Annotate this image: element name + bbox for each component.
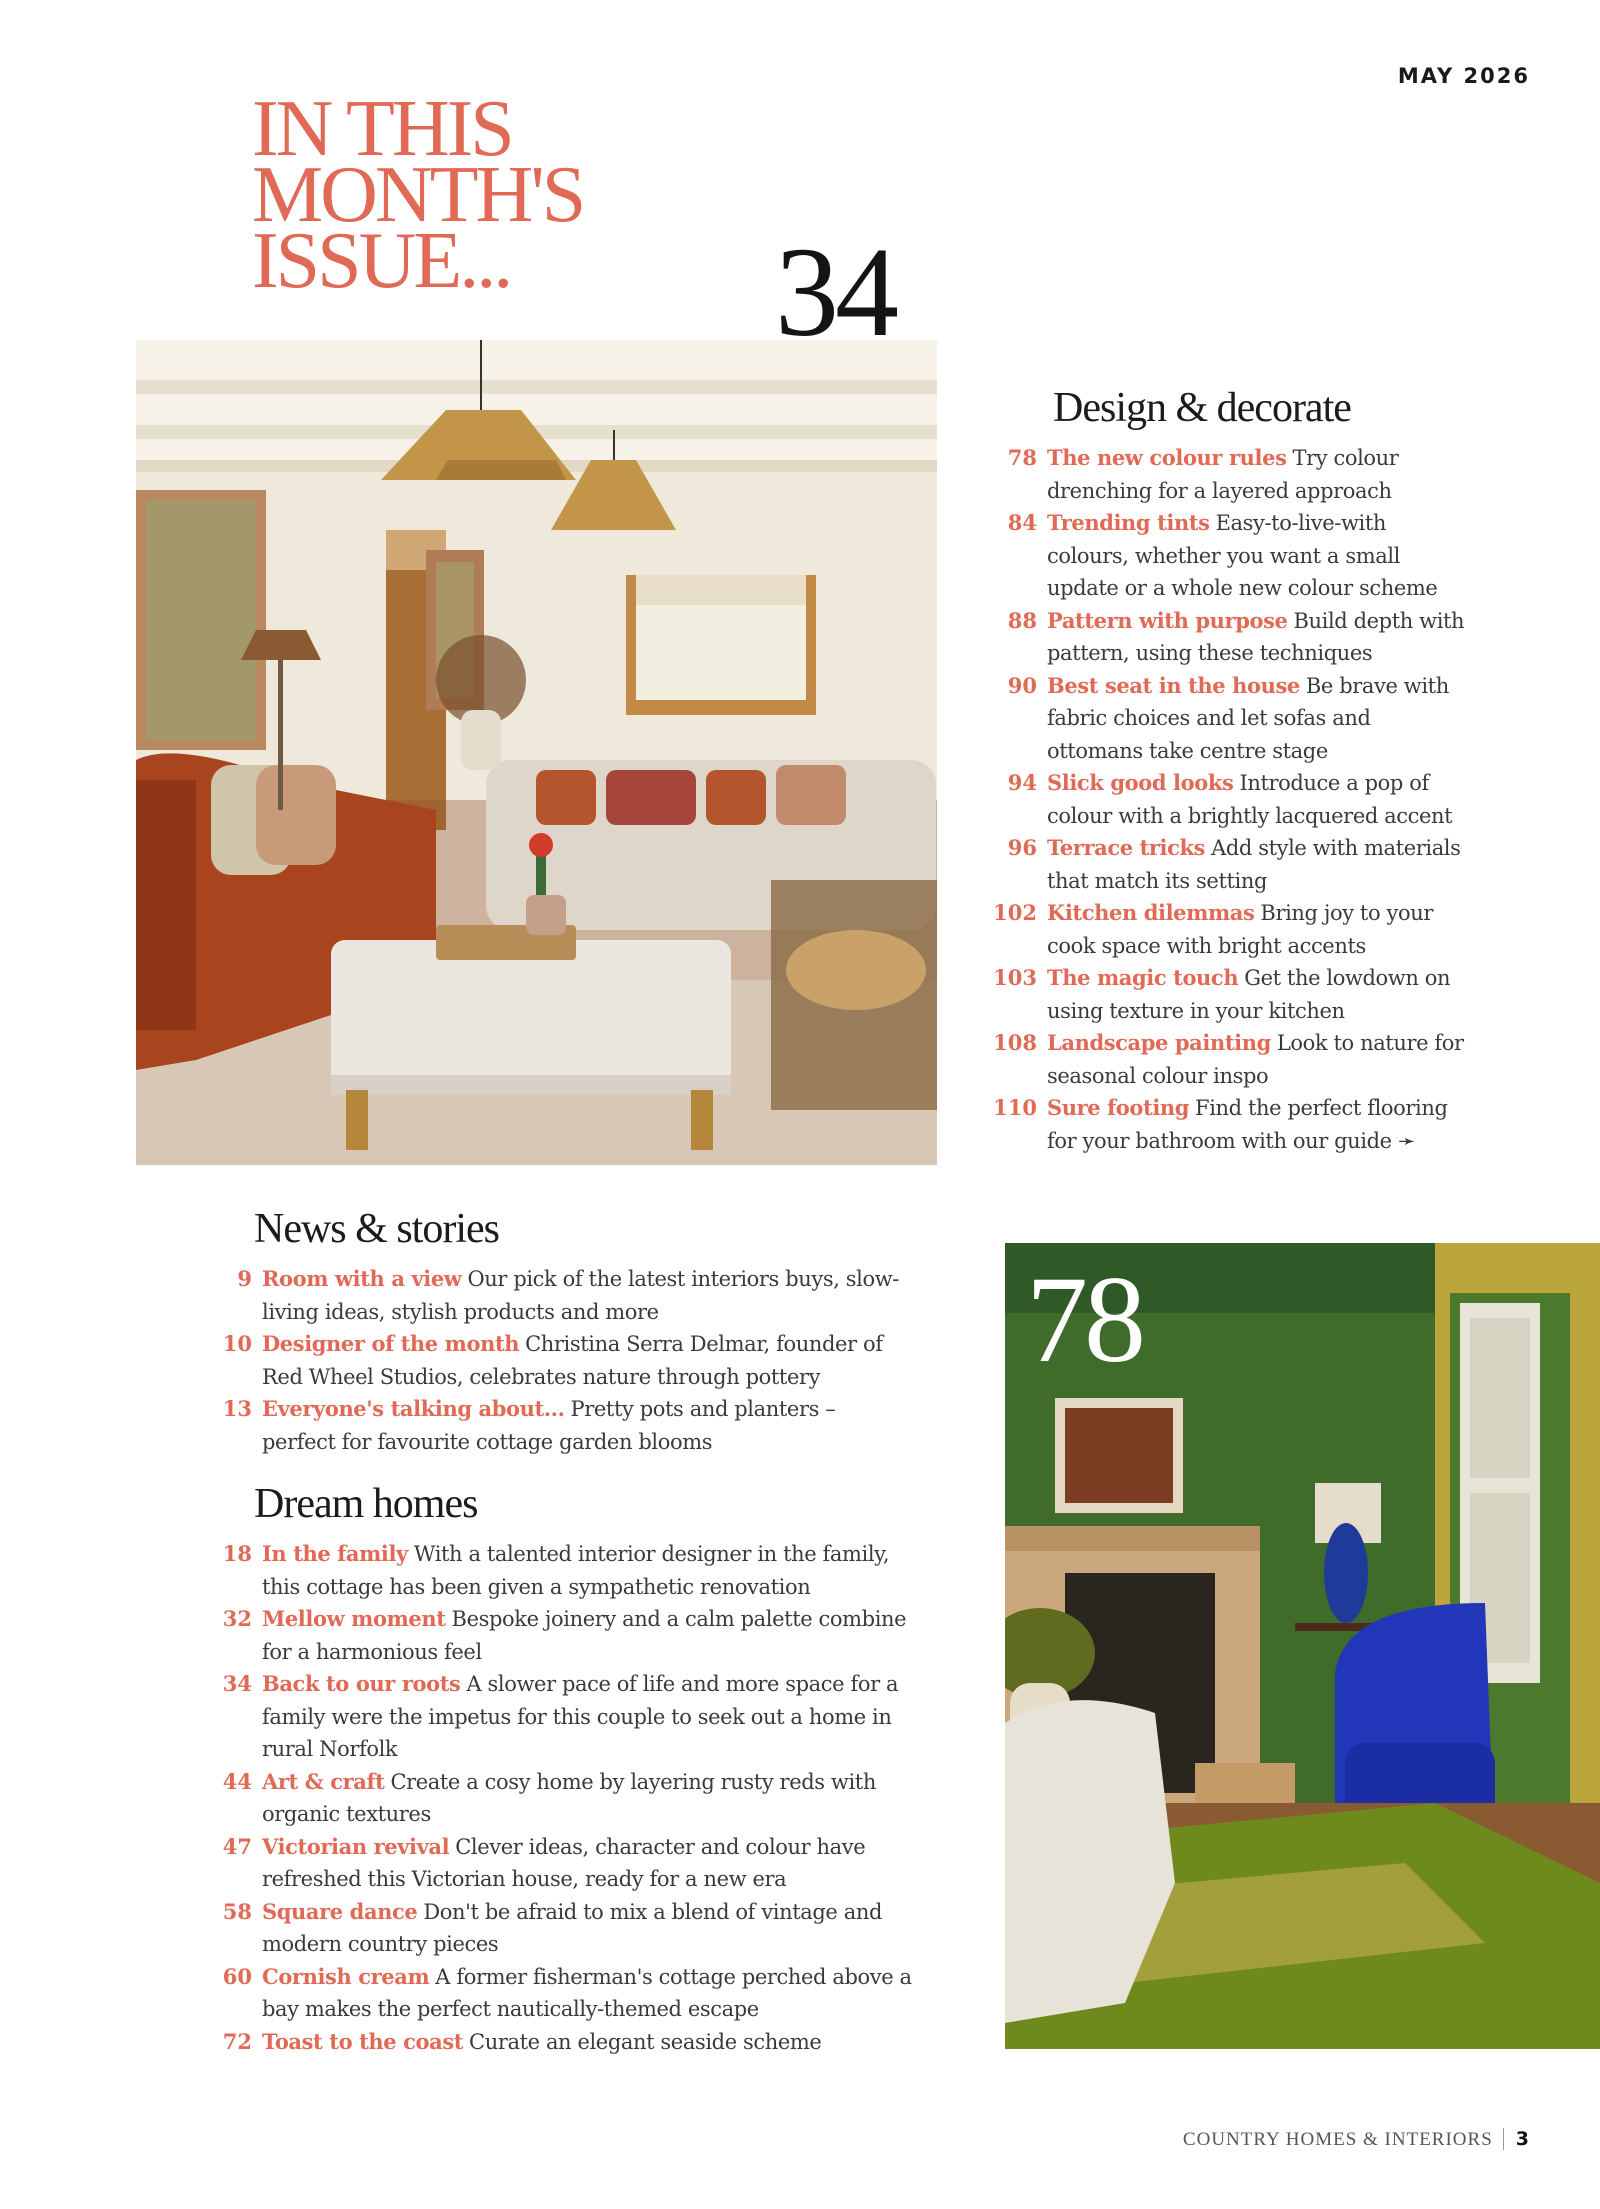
- contents-entry[interactable]: [200, 1961, 920, 2026]
- issue-date: MAY 2026: [1397, 64, 1530, 88]
- page-number: 44: [222, 1768, 252, 1794]
- entry-description: A former fisherman's cottage perched above a bay makes the perfect nautically-themed escape: [262, 1964, 912, 2021]
- entry-title: Sure footing: [1047, 1095, 1190, 1120]
- page-number: 88: [1007, 607, 1037, 633]
- entry-description: Build depth with pattern, using these techniques: [1047, 608, 1465, 665]
- entry-title: Trending tints: [1047, 510, 1210, 535]
- contents-entry[interactable]: [200, 1538, 920, 1603]
- entry-title: The new colour rules: [1047, 445, 1287, 470]
- magazine-name: COUNTRY HOMES & INTERIORS: [1182, 2129, 1493, 2150]
- page-footer: [1183, 2128, 1530, 2151]
- page-number: 84: [1007, 510, 1037, 535]
- entry-description: Introduce a pop of colour with a brightly lacquered accent: [1047, 771, 1453, 828]
- page-number: 103: [993, 965, 1037, 990]
- page-number: 18: [222, 1541, 252, 1566]
- page-number: 102: [993, 900, 1037, 925]
- entry-title: Victorian revival: [262, 1833, 450, 1859]
- page-number: 94: [1007, 770, 1037, 795]
- entry-description: Create a cosy home by layering rusty reds with organic textures: [262, 1769, 876, 1826]
- contents-entry[interactable]: [200, 1766, 920, 1831]
- contents-entry[interactable]: [993, 670, 1473, 768]
- entry-description: Look to nature for seasonal colour inspo: [1047, 1031, 1464, 1088]
- page-number-footer: 3: [1503, 2128, 1530, 2150]
- entry-title: Pattern with purpose: [1047, 607, 1288, 633]
- contents-entry[interactable]: [993, 605, 1473, 670]
- design-decorate-section: [993, 384, 1473, 1157]
- page-number: 90: [1007, 672, 1037, 698]
- entry-description: Christina Serra Delmar, founder of Red Wheel Studios, celebrates nature through pottery: [262, 1332, 883, 1389]
- contents-entry[interactable]: [200, 1896, 920, 1961]
- entry-title: The magic touch: [1047, 965, 1239, 990]
- feature-number-34: 34: [775, 221, 895, 363]
- entry-description: Bring joy to your cook space with bright accents: [1047, 901, 1433, 958]
- entry-description: Find the perfect flooring for your bathroom with our guide ➛: [1047, 1096, 1448, 1153]
- section-title-design: Design & decorate: [1053, 385, 1351, 431]
- entry-description: Pretty pots and planters – perfect for favourite cottage garden blooms: [262, 1397, 836, 1454]
- contents-entry[interactable]: [993, 442, 1473, 507]
- page-number: 13: [222, 1396, 252, 1421]
- entry-description: With a talented interior designer in the family, this cottage has been given a sympathetic renovation: [262, 1542, 890, 1599]
- page-number: 108: [993, 1030, 1037, 1055]
- contents-entry[interactable]: [200, 2026, 920, 2059]
- page-number: 32: [222, 1606, 252, 1631]
- contents-entry[interactable]: [993, 962, 1473, 1027]
- page-number: 60: [222, 1963, 252, 1989]
- page-number: 9: [237, 1266, 252, 1291]
- page-number: 110: [993, 1095, 1037, 1120]
- contents-entry[interactable]: [200, 1603, 920, 1668]
- feature-number-78: 78: [1026, 1251, 1142, 1388]
- entry-title: Terrace tricks: [1047, 835, 1206, 860]
- contents-entry[interactable]: [200, 1668, 920, 1766]
- entry-title: Landscape painting: [1047, 1030, 1271, 1055]
- entry-title: Kitchen dilemmas: [1047, 900, 1255, 925]
- living-room-photo: [136, 340, 937, 1165]
- section-title-news: News & stories: [254, 1206, 499, 1252]
- entry-description: Be brave with fabric choices and let sofas and ottomans take centre stage: [1047, 673, 1449, 763]
- contents-entry[interactable]: [200, 1393, 920, 1458]
- entry-description: Bespoke joinery and a calm palette combine for a harmonious feel: [262, 1607, 907, 1664]
- page-number: 58: [222, 1898, 252, 1924]
- contents-entry[interactable]: [993, 832, 1473, 897]
- entry-title: Cornish cream: [262, 1963, 430, 1989]
- entry-description: Try colour drenching for a layered approach: [1047, 446, 1399, 503]
- page-headline: IN THIS MONTH'S ISSUE...: [252, 85, 584, 305]
- entry-description: Easy-to-live-with colours, whether you want a small update or a whole new colour scheme: [1047, 511, 1438, 600]
- contents-entry[interactable]: [993, 767, 1473, 832]
- contents-entry[interactable]: [993, 1027, 1473, 1092]
- entry-title: Best seat in the house: [1047, 672, 1300, 698]
- page-number: 47: [222, 1833, 252, 1859]
- entry-description: Don't be afraid to mix a blend of vintage and modern country pieces: [262, 1899, 883, 1956]
- dream-homes-section: [200, 1480, 920, 2058]
- contents-entry[interactable]: [993, 1092, 1473, 1157]
- entry-description: Our pick of the latest interiors buys, slow-living ideas, stylish products and more: [262, 1267, 899, 1324]
- entry-title: Art & craft: [262, 1768, 385, 1794]
- page-number: 34: [222, 1671, 252, 1696]
- entry-title: Everyone's talking about...: [262, 1396, 565, 1421]
- entry-description: A slower pace of life and more space for a family were the impetus for this couple to seek out a home in rural Norfolk: [262, 1672, 899, 1761]
- entry-title: Room with a view: [262, 1266, 462, 1291]
- contents-entry[interactable]: [200, 1831, 920, 1896]
- section-title-dream: Dream homes: [254, 1481, 478, 1527]
- page-number: 72: [222, 2028, 252, 2054]
- entry-description: Add style with materials that match its setting: [1047, 836, 1461, 893]
- entry-title: Mellow moment: [262, 1606, 446, 1631]
- contents-entry[interactable]: [200, 1263, 920, 1328]
- news-stories-section: [200, 1205, 920, 1458]
- page-number: 96: [1007, 835, 1037, 860]
- entry-title: Toast to the coast: [262, 2028, 464, 2054]
- entry-title: In the family: [262, 1541, 408, 1566]
- entry-description: Clever ideas, character and colour have refreshed this Victorian house, ready for a new era: [262, 1834, 866, 1891]
- contents-entry[interactable]: [993, 507, 1473, 605]
- page-number: 78: [1007, 445, 1037, 470]
- contents-entry[interactable]: [200, 1328, 920, 1393]
- contents-entry[interactable]: [993, 897, 1473, 962]
- entry-title: Designer of the month: [262, 1331, 520, 1356]
- entry-title: Back to our roots: [262, 1671, 461, 1696]
- entry-title: Slick good looks: [1047, 770, 1234, 795]
- entry-description: Get the lowdown on using texture in your kitchen: [1047, 966, 1451, 1023]
- page-number: 10: [222, 1331, 252, 1356]
- entry-description: Curate an elegant seaside scheme: [469, 2029, 822, 2054]
- entry-title: Square dance: [262, 1898, 418, 1924]
